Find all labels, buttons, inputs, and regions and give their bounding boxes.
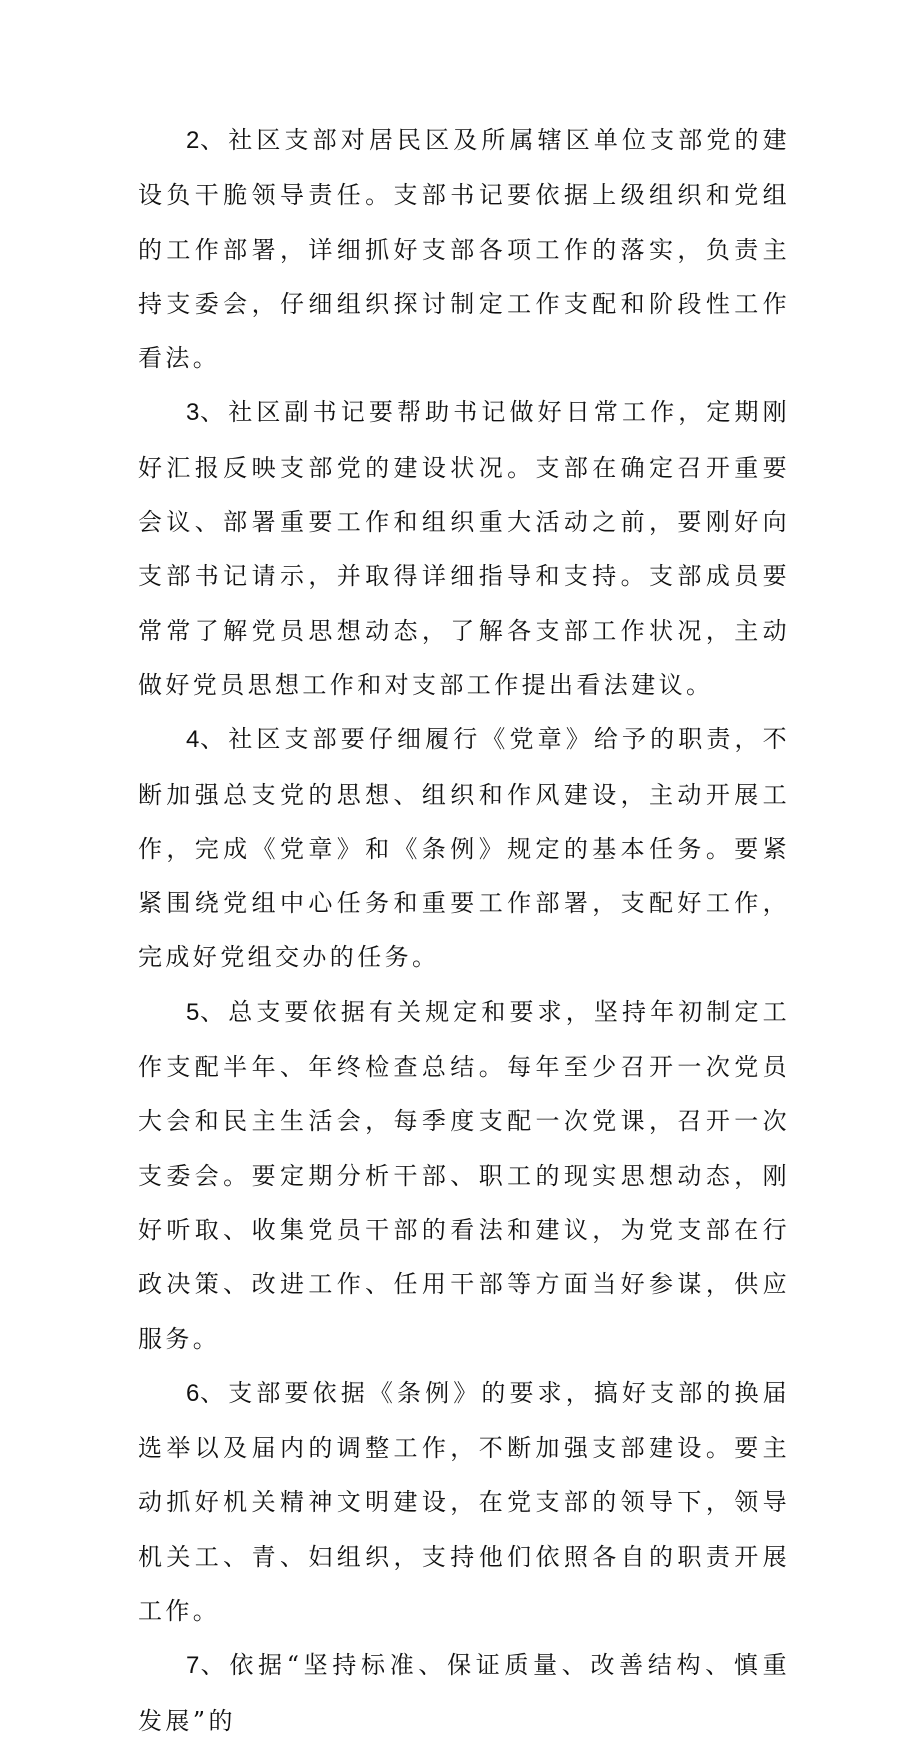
document-body [138,113,790,1748]
paragraph-number: 7 [186,1652,200,1680]
paragraph-number: 3 [186,399,200,427]
paragraph-text: 、社区支部对居民区及所属辖区单位支部党的建设负干脆领导责任。支部书记要依据上级组织和党组的工作部署，详细抓好支部各项工作的落实，负责主持支委会，仔细组织探讨制定工作支配和阶段性工作看法。 [138,126,790,373]
paragraph-number: 4 [186,726,200,754]
paragraph-text: 、社区支部要仔细履行《党章》给予的职责，不断加强总支党的思想、组织和作风建设，主动开展工作，完成《党章》和《条例》规定的基本任务。要紧紧围绕党组中心任务和重要工作部署，支配好工作，完成好党组交办的任务。 [138,725,790,972]
paragraph-text: 、依据“坚持标准、保证质量、改善结构、慎重发展”的 [138,1651,790,1735]
paragraph-6 [138,1366,790,1638]
paragraph-3 [138,385,790,712]
paragraph-7 [138,1638,790,1748]
paragraph-number: 6 [186,1379,200,1407]
paragraph-number: 2 [186,127,200,154]
paragraph-number: 5 [186,998,200,1026]
paragraph-text: 、社区副书记要帮助书记做好日常工作，定期刚好汇报反映支部党的建设状况。支部在确定召开重要会议、部署重要工作和组织重大活动之前，要刚好向支部书记请示，并取得详细指导和支持。支部成员要常常了解党员思想动态，了解各支部工作状况，主动做好党员思想工作和对支部工作提出看法建议。 [138,398,790,699]
paragraph-text: 、总支要依据有关规定和要求，坚持年初制定工作支配半年、年终检查总结。每年至少召开一次党员大会和民主生活会，每季度支配一次党课，召开一次支委会。要定期分析干部、职工的现实思想动态，刚好听取、收集党员干部的看法和建议，为党支部在行政决策、改进工作、任用干部等方面当好参谋，供应服务。 [138,997,790,1353]
paragraph-text: 、支部要依据《条例》的要求，搞好支部的换届选举以及届内的调整工作，不断加强支部建设。要主动抓好机关精神文明建设，在党支部的领导下，领导机关工、青、妇组织，支持他们依照各自的职责开展工作。 [138,1378,790,1626]
paragraph-2 [138,113,790,385]
paragraph-5 [138,985,790,1366]
paragraph-4 [138,712,790,984]
